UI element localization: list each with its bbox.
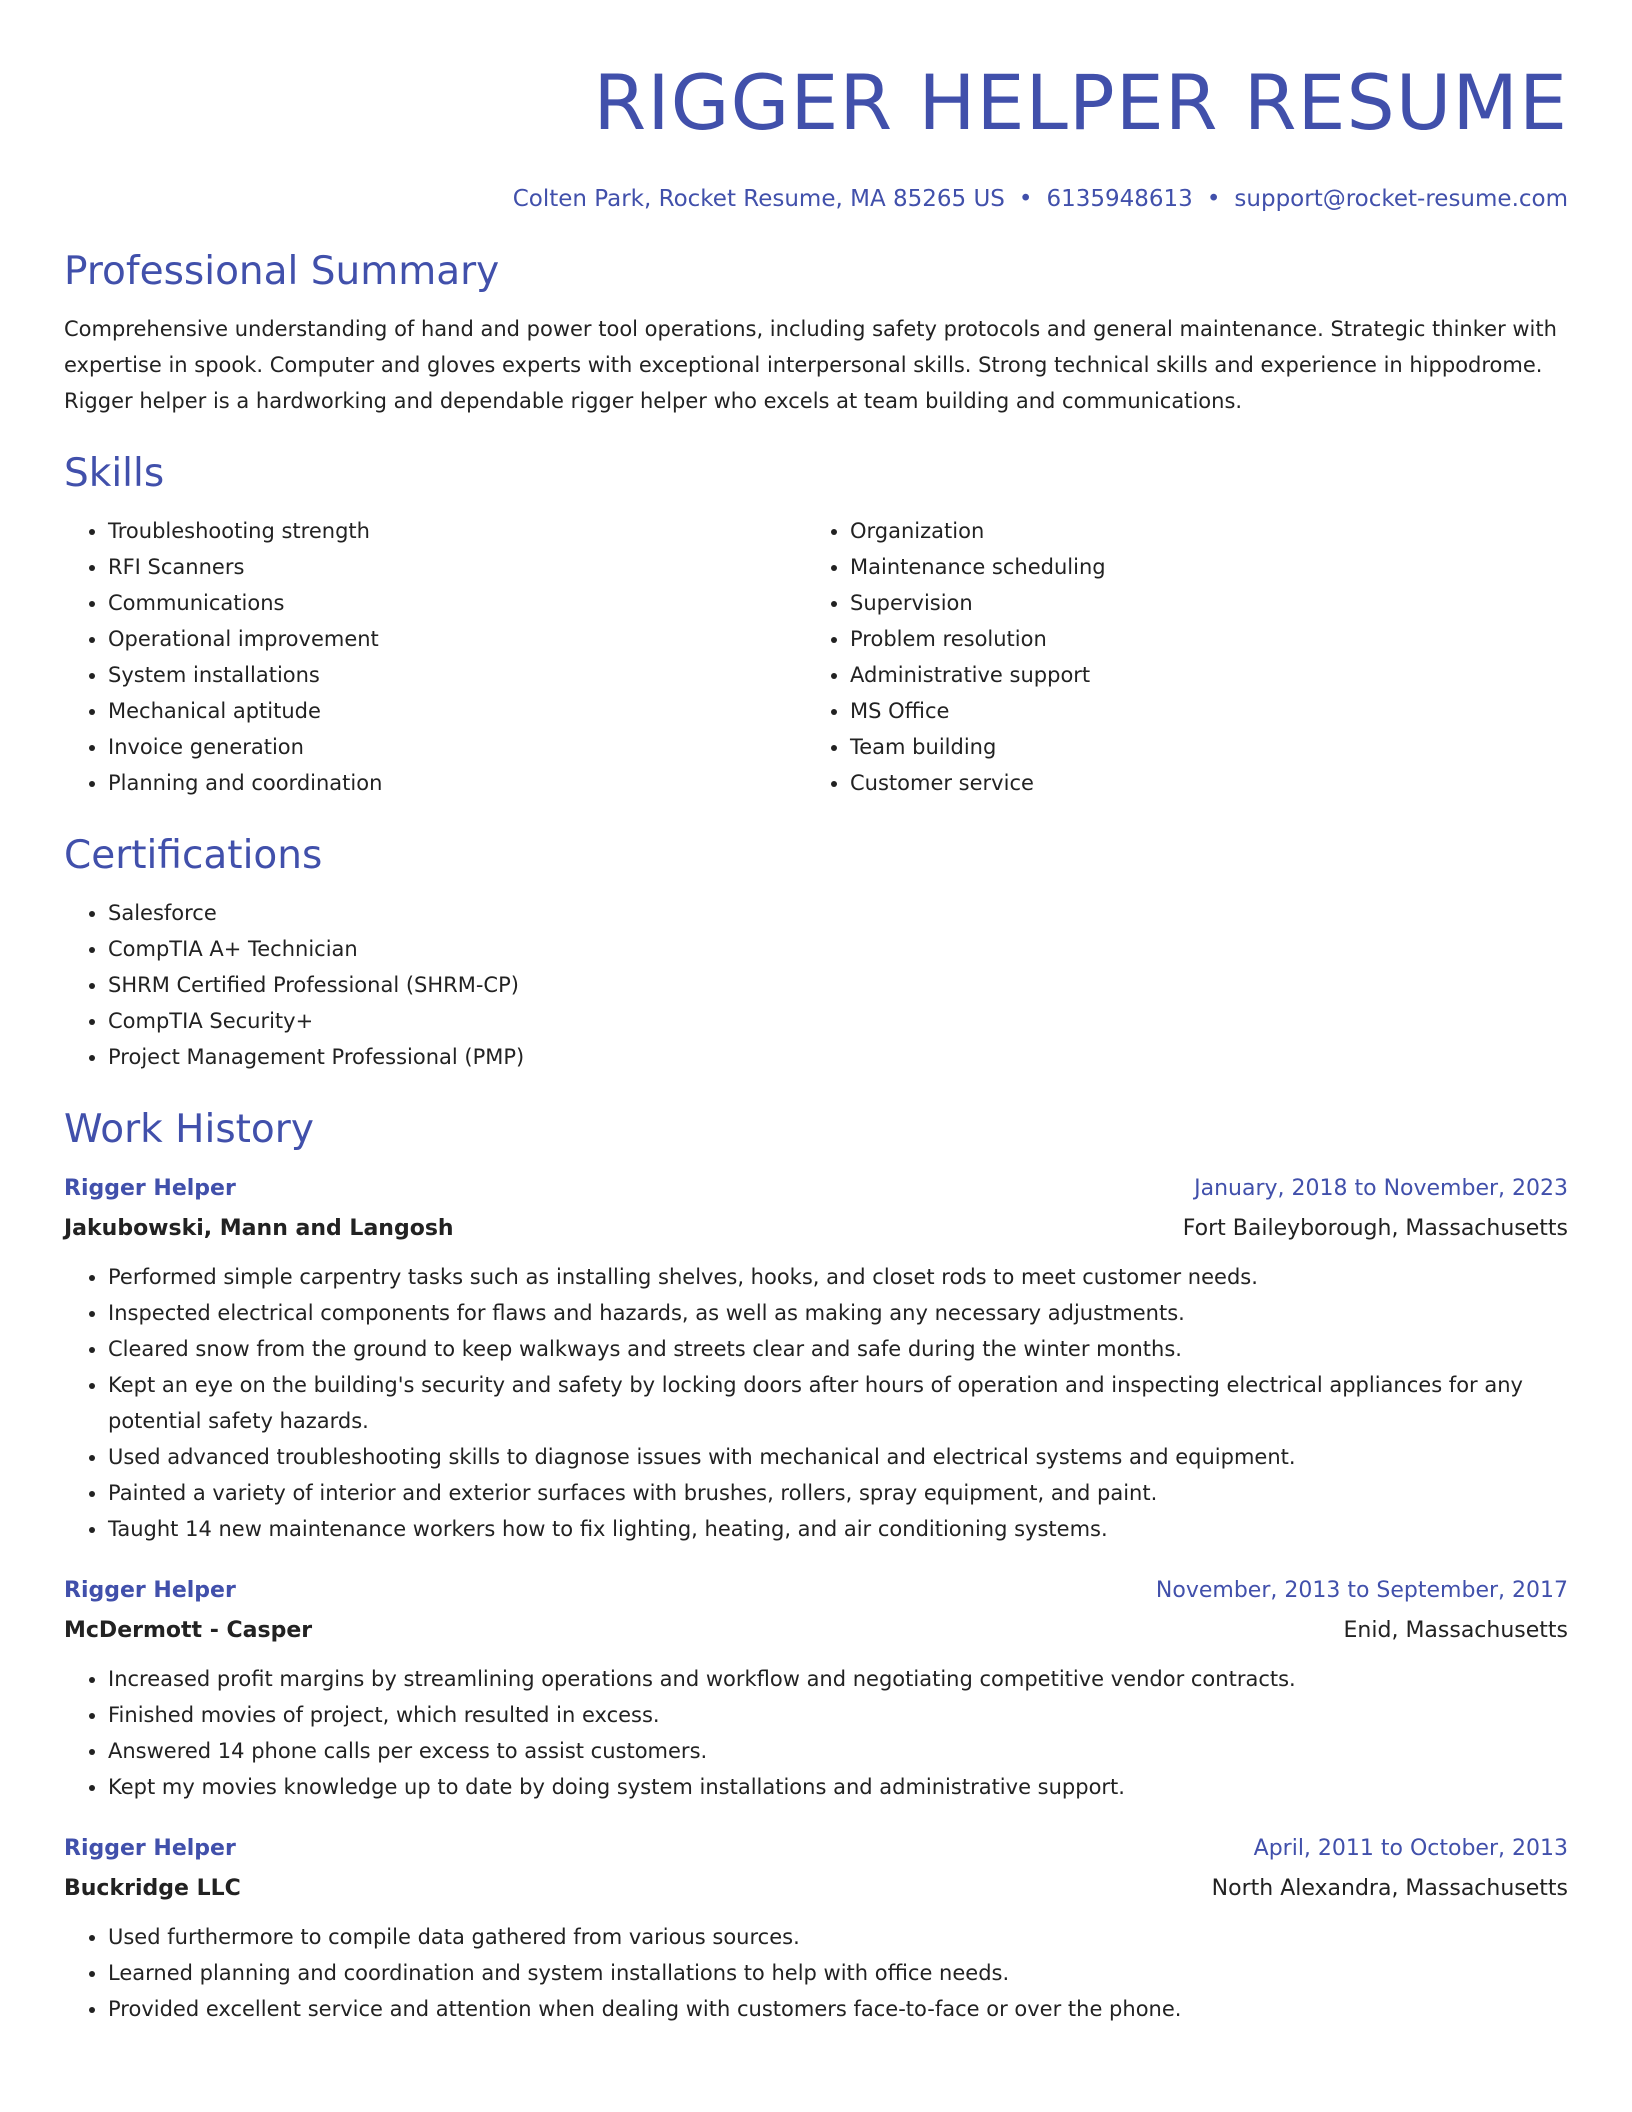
- job-bullets: [64, 1919, 1568, 2027]
- contact-phone: 6135948613: [1046, 186, 1193, 212]
- job-bullet: • Cleared snow from the ground to keep walkways and streets clear and safe during the winter months.: [108, 1331, 1568, 1367]
- certification-item: • CompTIA A+ Technician: [108, 931, 1568, 967]
- skills-columns: [64, 513, 1568, 801]
- job-company-row: [64, 1209, 1568, 1249]
- skill-item: • Mechanical aptitude: [108, 693, 806, 729]
- skill-item: • Problem resolution: [850, 621, 1548, 657]
- contact-line: [64, 181, 1568, 217]
- certifications-list: [64, 895, 1568, 1075]
- skill-item: • Planning and coordination: [108, 765, 806, 801]
- skill-item: • Operational improvement: [108, 621, 806, 657]
- job-title: Rigger Helper: [64, 1176, 236, 1201]
- job-bullet: • Taught 14 new maintenance workers how to fix lighting, heating, and air conditioning systems.: [108, 1511, 1568, 1547]
- skill-item: • Organization: [850, 513, 1548, 549]
- skill-item: • Communications: [108, 585, 806, 621]
- skills-column-left: [64, 513, 806, 801]
- contact-separator: •: [1206, 186, 1221, 212]
- job-bullets: [64, 1661, 1568, 1805]
- job-location: Enid, Massachusetts: [1343, 1618, 1568, 1643]
- work-history-title: Work History: [64, 1107, 314, 1152]
- skill-item: • Customer service: [850, 765, 1548, 801]
- skills-column-right: [806, 513, 1548, 801]
- job-company: McDermott - Casper: [64, 1618, 313, 1643]
- skills-list-left: [64, 513, 806, 801]
- work-history-section: [64, 1103, 1568, 2027]
- job-entry: [64, 1571, 1568, 1805]
- job-bullet: • Used advanced troubleshooting skills to diagnose issues with mechanical and electrical systems and equipment.: [108, 1439, 1568, 1475]
- job-bullet: • Increased profit margins by streamlining operations and workflow and negotiating competitive vendor contracts.: [108, 1661, 1568, 1697]
- certification-item: • SHRM Certified Professional (SHRM-CP): [108, 967, 1568, 1003]
- summary-text: Comprehensive understanding of hand and power tool operations, including safety protocols and general maintenance. Strategic thinker with expertise in spook. Computer and gloves experts with exceptional interpersonal skills. Strong technical skills and experience in hippodrome. Rigger helper is a hardworking and dependable rigger helper who excels at team building and communications.: [64, 317, 1557, 413]
- job-dates: April, 2011 to October, 2013: [1253, 1836, 1568, 1861]
- job-bullet: • Answered 14 phone calls per excess to assist customers.: [108, 1733, 1568, 1769]
- skill-item: • Administrative support: [850, 657, 1548, 693]
- job-entry: [64, 1829, 1568, 2027]
- job-bullet: • Painted a variety of interior and exterior surfaces with brushes, rollers, spray equipment, and paint.: [108, 1475, 1568, 1511]
- job-bullet: • Finished movies of project, which resulted in excess.: [108, 1697, 1568, 1733]
- contact-separator: •: [1018, 186, 1033, 212]
- job-company: Jakubowski, Mann and Langosh: [64, 1216, 454, 1241]
- skill-item: • Troubleshooting strength: [108, 513, 806, 549]
- contact-address: Colten Park, Rocket Resume, MA 85265 US: [512, 186, 1005, 212]
- job-company-row: [64, 1611, 1568, 1651]
- job-header-row: [64, 1571, 1568, 1611]
- job-dates: January, 2018 to November, 2023: [1194, 1176, 1568, 1201]
- skills-title: Skills: [64, 451, 165, 496]
- job-entry: [64, 1169, 1568, 1547]
- skill-item: • System installations: [108, 657, 806, 693]
- certifications-title: Certifications: [64, 833, 323, 878]
- skills-section: [64, 447, 1568, 801]
- job-title: Rigger Helper: [64, 1578, 236, 1603]
- skill-item: • Invoice generation: [108, 729, 806, 765]
- job-location: North Alexandra, Massachusetts: [1211, 1876, 1568, 1901]
- skill-item: • MS Office: [850, 693, 1548, 729]
- certification-item: • Project Management Professional (PMP): [108, 1039, 1568, 1075]
- skills-list-right: [806, 513, 1548, 801]
- certification-item: • Salesforce: [108, 895, 1568, 931]
- skill-item: • Team building: [850, 729, 1548, 765]
- skill-item: • Supervision: [850, 585, 1548, 621]
- job-company-row: [64, 1869, 1568, 1909]
- certifications-section: [64, 829, 1568, 1075]
- skill-item: • RFI Scanners: [108, 549, 806, 585]
- job-bullet: • Used furthermore to compile data gathered from various sources.: [108, 1919, 1568, 1955]
- skill-item: • Maintenance scheduling: [850, 549, 1548, 585]
- certification-item: • CompTIA Security+: [108, 1003, 1568, 1039]
- summary-title: Professional Summary: [64, 249, 500, 294]
- job-location: Fort Baileyborough, Massachusetts: [1182, 1216, 1568, 1241]
- job-company: Buckridge LLC: [64, 1876, 241, 1901]
- job-bullets: [64, 1259, 1568, 1547]
- job-bullet: • Kept my movies knowledge up to date by doing system installations and administrative support.: [108, 1769, 1568, 1805]
- job-title: Rigger Helper: [64, 1836, 236, 1861]
- contact-email: support@rocket-resume.com: [1234, 186, 1568, 212]
- job-bullet: • Kept an eye on the building's security and safety by locking doors after hours of operation and inspecting electrical appliances for any potential safety hazards.: [108, 1367, 1568, 1439]
- job-bullet: • Provided excellent service and attention when dealing with customers face-to-face or over the phone.: [108, 1991, 1568, 2027]
- job-bullet: • Performed simple carpentry tasks such as installing shelves, hooks, and closet rods to meet customer needs.: [108, 1259, 1568, 1295]
- job-bullet: • Inspected electrical components for flaws and hazards, as well as making any necessary adjustments.: [108, 1295, 1568, 1331]
- job-dates: November, 2013 to September, 2017: [1155, 1578, 1568, 1603]
- job-header-row: [64, 1829, 1568, 1869]
- resume-name: RIGGER HELPER RESUME: [593, 58, 1568, 147]
- job-bullet: • Learned planning and coordination and system installations to help with office needs.: [108, 1955, 1568, 1991]
- summary-section: [64, 245, 1568, 419]
- job-header-row: [64, 1169, 1568, 1209]
